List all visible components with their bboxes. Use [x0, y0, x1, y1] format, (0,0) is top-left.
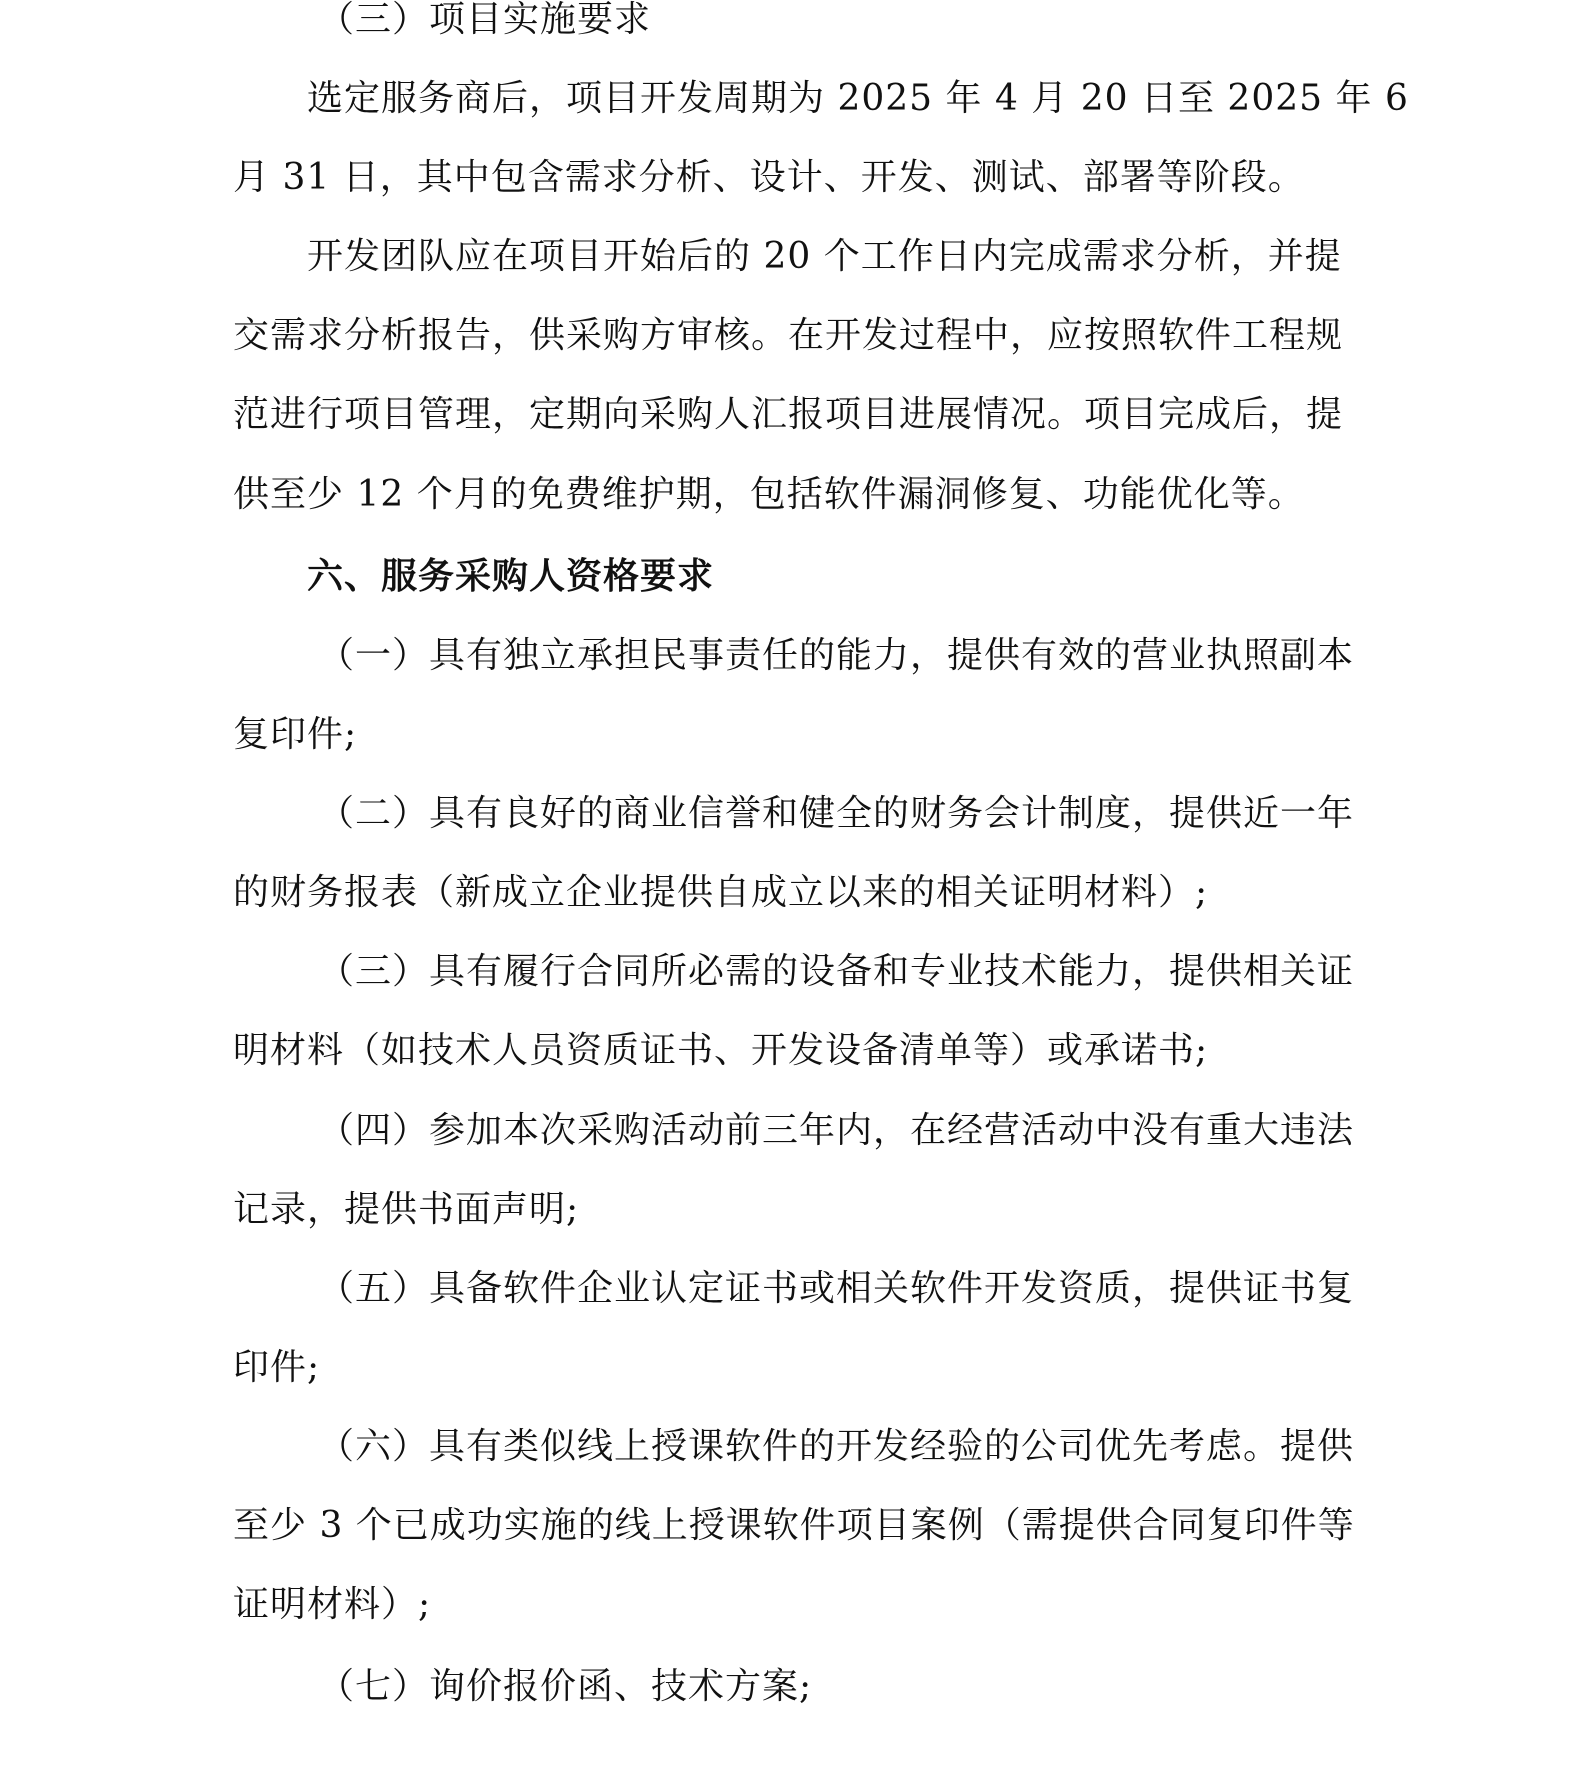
paragraph-line: 范进行项目管理，定期向采购人汇报项目进展情况。项目完成后，提: [233, 394, 1344, 435]
paragraph-line: 开发团队应在项目开始后的 20 个工作日内完成需求分析，并提: [307, 236, 1342, 277]
list-item-line: 复印件;: [233, 714, 358, 755]
list-item-line: 印件;: [233, 1347, 321, 1388]
list-item-line: 至少 3 个已成功实施的线上授课软件项目案例（需提供合同复印件等: [233, 1505, 1355, 1546]
list-item-line: （五）具备软件企业认定证书或相关软件开发资质，提供证书复: [318, 1268, 1355, 1309]
list-item-line: 记录，提供书面声明;: [233, 1189, 580, 1230]
paragraph-line: 月 31 日，其中包含需求分析、设计、开发、测试、部署等阶段。: [233, 157, 1305, 198]
list-item-line: （一）具有独立承担民事责任的能力，提供有效的营业执照副本: [318, 635, 1355, 676]
list-item-line: 的财务报表（新成立企业提供自成立以来的相关证明材料）;: [233, 872, 1209, 913]
list-item-line: （三）具有履行合同所必需的设备和专业技术能力，提供相关证: [318, 951, 1355, 992]
paragraph-line: 交需求分析报告，供采购方审核。在开发过程中，应按照软件工程规: [233, 315, 1344, 356]
subsection-heading-implementation: （三）项目实施要求: [318, 0, 652, 40]
list-item-line: 证明材料）;: [233, 1584, 432, 1625]
list-item-line: （七）询价报价函、技术方案;: [318, 1666, 813, 1707]
paragraph-line: 供至少 12 个月的免费维护期，包括软件漏洞修复、功能优化等。: [233, 474, 1305, 515]
list-item-line: （六）具有类似线上授课软件的开发经验的公司优先考虑。提供: [318, 1426, 1355, 1467]
list-item-line: 明材料（如技术人员资质证书、开发设备清单等）或承诺书;: [233, 1030, 1209, 1071]
paragraph-line: 选定服务商后，项目开发周期为 2025 年 4 月 20 日至 2025 年 6: [307, 78, 1409, 119]
list-item-line: （四）参加本次采购活动前三年内，在经营活动中没有重大违法: [318, 1110, 1355, 1151]
section-heading-qualifications: 六、服务采购人资格要求: [307, 555, 715, 597]
list-item-line: （二）具有良好的商业信誉和健全的财务会计制度，提供近一年: [318, 793, 1355, 834]
